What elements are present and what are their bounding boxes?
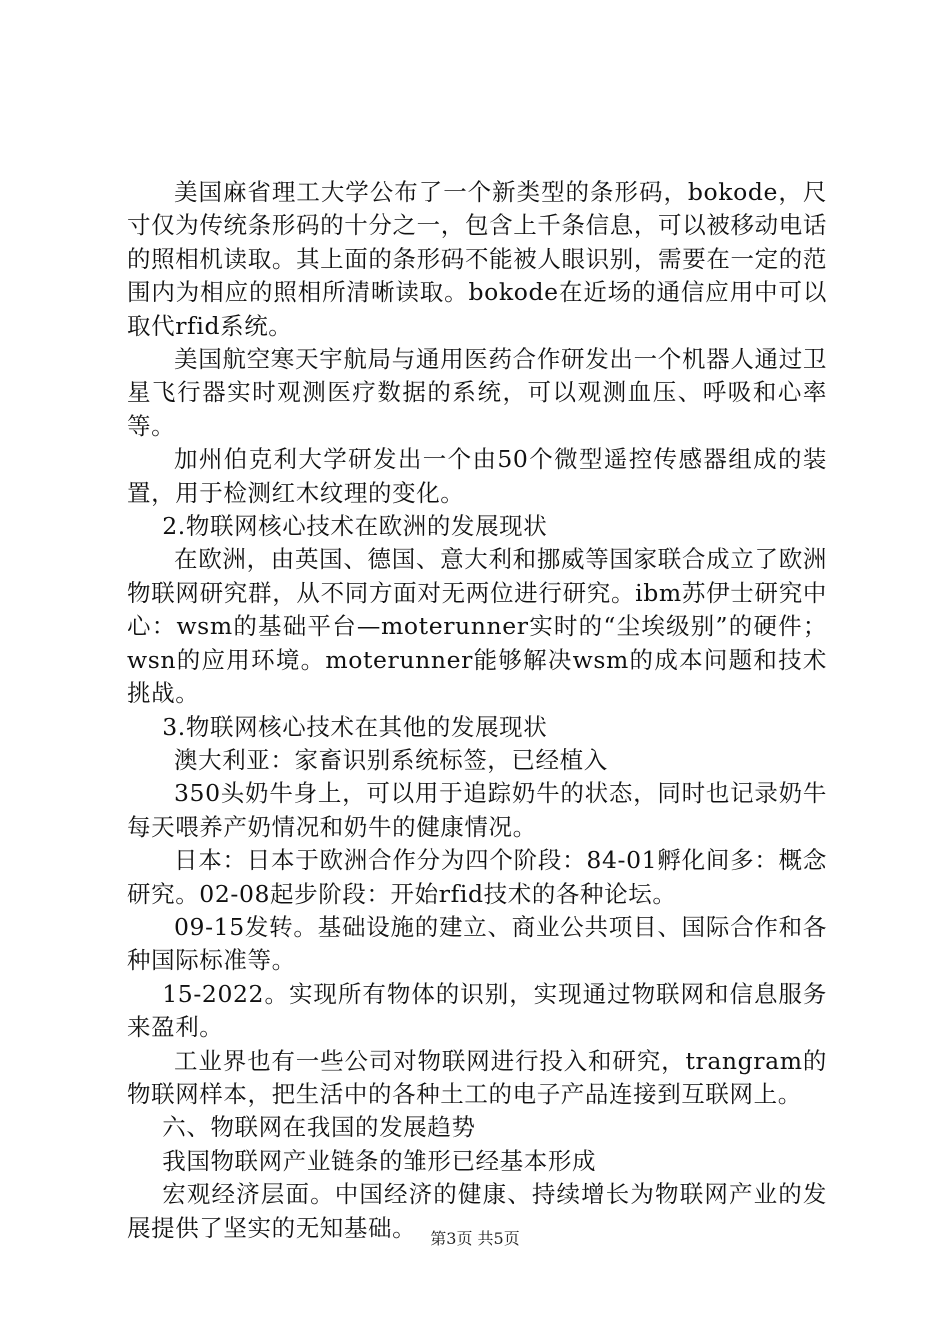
paragraph-china-chain: 我国物联网产业链条的雏形已经基本形成 (162, 1146, 597, 1175)
paragraph-europe: 在欧洲，由英国、德国、意大利和挪威等国家联合成立了欧洲物联网研究群，从不同方面对无两位进行研究。ibm苏伊士研究中心：wsm的基础平台—moterunner实时的“尘埃级别”的硬件；wsn的应用环境。moterunner能够解决wsm的成本问题和技术挑战。 (127, 545, 827, 708)
document-body (127, 176, 827, 1245)
paragraph-industry: 工业界也有一些公司对物联网进行投入和研究，trangram的物联网样本，把生活中的各种土工的电子产品连接到互联网上。 (127, 1046, 827, 1108)
paragraph-cows: 350头奶牛身上，可以用于追踪奶牛的状态，同时也记录奶牛每天喂养产奶情况和奶牛的健康情况。 (127, 779, 827, 841)
section-heading-china: 六、物联网在我国的发展趋势 (162, 1113, 476, 1142)
paragraph-australia: 澳大利亚：家畜识别系统标签，已经植入 (174, 745, 608, 774)
paragraph-berkeley: 加州伯克利大学研发出一个由50个微型遥控传感器组成的装置，用于检测红木纹理的变化。 (127, 445, 827, 507)
paragraph-bokode: 美国麻省理工大学公布了一个新类型的条形码，bokode，尺寸仅为传统条形码的十分之一，包含上千条信息，可以被移动电话的照相机读取。其上面的条形码不能被人眼识别，需要在一定的范围内为相应的照相所清晰读取。bokode在近场的通信应用中可以取代rfid系统。 (127, 178, 827, 340)
section-heading-others: 3.物联网核心技术在其他的发展现状 (162, 712, 548, 741)
paragraph-nasa: 美国航空寒天宇航局与通用医药合作研发出一个机器人通过卫星飞行器实时观测医疗数据的系统，可以观测血压、呼吸和心率等。 (127, 345, 827, 440)
page-number-footer: 第3页 共5页 (430, 1229, 520, 1248)
paragraph-macro-economy: 宏观经济层面。中国经济的健康、持续增长为物联网产业的发展提供了坚实的无知基础。 (127, 1180, 827, 1242)
paragraph-japan-stage4: 15-2022。实现所有物体的识别，实现通过物联网和信息服务来盈利。 (127, 979, 827, 1042)
section-heading-europe: 2.物联网核心技术在欧洲的发展现状 (162, 512, 548, 541)
paragraph-japan: 日本：日本于欧洲合作分为四个阶段：84-01孵化间多：概念研究。02-08起步阶段：开始rfid技术的各种论坛。 (127, 846, 827, 908)
paragraph-japan-stage3: 09-15发转。基础设施的建立、商业公共项目、国际合作和各种国际标准等。 (127, 912, 827, 975)
